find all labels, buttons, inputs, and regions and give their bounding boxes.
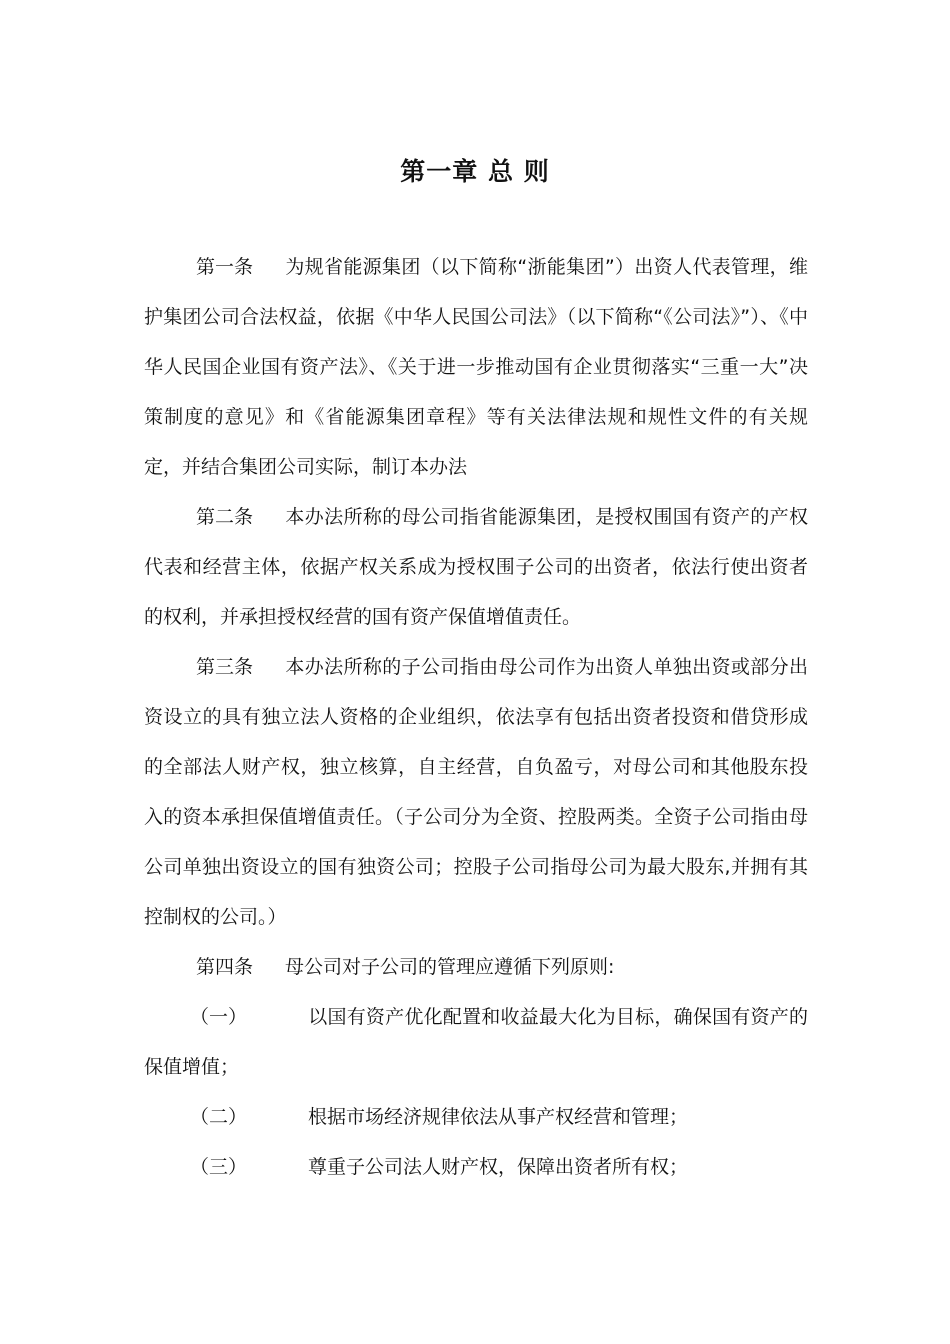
principle-text: 根据市场经济规律依法从事产权经营和管理； bbox=[308, 1106, 689, 1128]
article-3 bbox=[144, 642, 808, 942]
article-label: 第一条 bbox=[196, 256, 254, 278]
article-2 bbox=[144, 492, 808, 642]
principle-text: 尊重子公司法人财产权，保障出资者所有权； bbox=[308, 1156, 689, 1178]
principle-text: 以国有资产优化配置和收益最大化为目标，确保国有资产的保值增值； bbox=[144, 1006, 808, 1078]
article-text: 母公司对子公司的管理应遵循下列原则: bbox=[285, 956, 615, 978]
principle-label: （三） bbox=[190, 1156, 248, 1178]
article-text: 为规省能源集团（以下简称“浙能集团”）出资人代表管理，维护集团公司合法权益，依据《中华人民国公司法》（以下简称“《公司法》”）、《中华人民国企业国有资产法》、《关于进一步推动国有企业贯彻落实“三重一大”决策制度的意见》和《省能源集团章程》等有关法律法规和规性文件的有关规定，并结合集团公司实际，制订本办法 bbox=[144, 256, 808, 478]
document-body bbox=[144, 242, 808, 1192]
article-label: 第四条 bbox=[196, 956, 254, 978]
article-label: 第二条 bbox=[196, 506, 254, 528]
principle-label: （一） bbox=[190, 1006, 248, 1028]
principle-item-1 bbox=[144, 992, 808, 1092]
article-label: 第三条 bbox=[196, 656, 254, 678]
article-text: 本办法所称的母公司指省能源集团，是授权围国有资产的产权代表和经营主体，依据产权关系成为授权围子公司的出资者，依法行使出资者的权利，并承担授权经营的国有资产保值增值责任。 bbox=[144, 506, 808, 628]
principle-item-3 bbox=[144, 1142, 808, 1192]
principle-item-2 bbox=[144, 1092, 808, 1142]
chapter-title: 第一章 总 则 bbox=[400, 157, 550, 186]
article-text: 本办法所称的子公司指由母公司作为出资人单独出资或部分出资设立的具有独立法人资格的企业组织，依法享有包括出资者投资和借贷形成的全部法人财产权，独立核算，自主经营，自负盈亏，对母公司和其他股东投入的资本承担保值增值责任。（子公司分为全资、控股两类。全资子公司指由母公司单独出资设立的国有独资公司；控股子公司指母公司为最大股东,并拥有其控制权的公司。） bbox=[144, 656, 808, 928]
principle-label: （二） bbox=[190, 1106, 248, 1128]
article-4 bbox=[144, 942, 808, 992]
article-1 bbox=[144, 242, 808, 492]
